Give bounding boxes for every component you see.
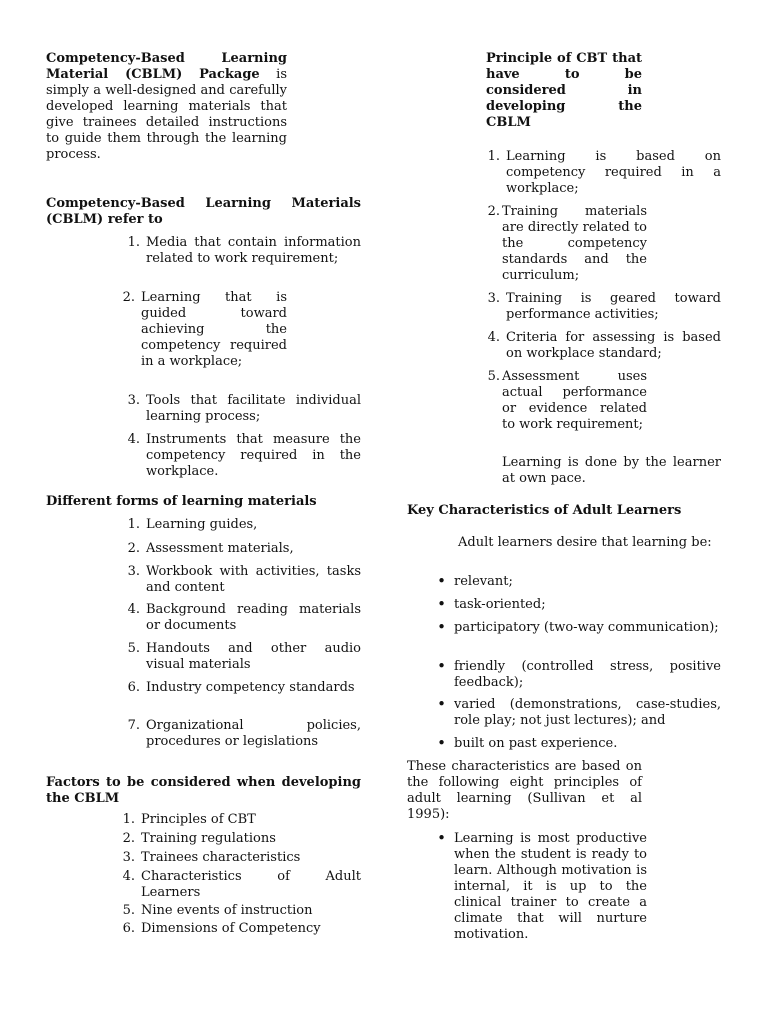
list-item: • friendly (controlled stress, positive feedback); bbox=[454, 659, 721, 691]
list-item: 5. Handouts and other audio visual materials bbox=[127, 641, 361, 672]
adult-principles-intro: These characteristics are based on the following eight principles of adult learning (Sullivan et al 1995): bbox=[407, 759, 642, 822]
list-number: 2. bbox=[122, 290, 135, 305]
list-number: 3. bbox=[127, 393, 140, 408]
list-item: 2. Training regulations bbox=[122, 831, 276, 846]
list-item: 4. Characteristics of Adult Learners bbox=[122, 869, 361, 900]
list-number: 4. bbox=[127, 432, 140, 447]
list-item: • relevant; bbox=[454, 574, 721, 590]
list-item: 3. Workbook with activities, tasks and content bbox=[127, 564, 361, 595]
list-item: 5. Nine events of instruction bbox=[122, 903, 313, 918]
bullet-icon: • bbox=[437, 572, 446, 590]
cblm-package-term: Competency-Based Learning Material (CBLM) Package bbox=[46, 51, 287, 82]
list-item: • built on past experience. bbox=[454, 736, 721, 752]
forms-heading: Different forms of learning materials bbox=[46, 494, 317, 509]
list-number: 1. bbox=[127, 235, 140, 250]
bullet-icon: • bbox=[437, 695, 446, 713]
bullet-icon: • bbox=[437, 734, 446, 752]
list-item: 4. Background reading materials or documents bbox=[127, 602, 361, 633]
list-item: 5. Assessment uses actual performance or evidence related to work requirement; bbox=[487, 369, 647, 432]
list-item: 2. Training materials are directly related to the competency standards and the curriculum; bbox=[487, 204, 647, 283]
bullet-icon: • bbox=[437, 618, 446, 636]
cbt-principles-heading: Principle of CBT that have to be considered in developing the CBLM bbox=[486, 51, 642, 130]
bullet-icon: • bbox=[437, 829, 446, 847]
list-item: 6. Dimensions of Competency bbox=[122, 921, 321, 936]
list-item: 1. Learning is based on competency required in a workplace; bbox=[487, 149, 721, 196]
list-item: 1. Learning guides, bbox=[127, 517, 258, 532]
self-paced-note: Learning is done by the learner at own pace. bbox=[502, 455, 721, 486]
list-item: 2. Assessment materials, bbox=[127, 541, 294, 556]
cblm-package-definition bbox=[46, 51, 287, 163]
list-item: • participatory (two-way communication); bbox=[454, 620, 721, 636]
factors-heading: Factors to be considered when developing the CBLM bbox=[46, 775, 361, 806]
adult-learners-heading: Key Characteristics of Adult Learners bbox=[407, 503, 682, 518]
list-item: 1. Principles of CBT bbox=[122, 812, 256, 827]
list-item: 1. Media that contain information related to work requirement; bbox=[146, 235, 361, 267]
list-item: 3. Tools that facilitate individual learning process; bbox=[146, 393, 361, 425]
list-item: 4. Criteria for assessing is based on workplace standard; bbox=[487, 330, 721, 361]
adult-principle-item: • Learning is most productive when the student is ready to learn. Although motivation is internal, it is up to the clinical trainer to create a climate that will nurture motivation. bbox=[454, 831, 647, 943]
list-item: 2. Learning that is guided toward achieving the competency required in a workplace; bbox=[141, 290, 287, 370]
list-item: 6. Industry competency standards bbox=[127, 680, 355, 695]
list-item: • varied (demonstrations, case-studies, role play; not just lectures); and bbox=[454, 697, 721, 729]
list-item: 3. Training is geared toward performance activities; bbox=[487, 291, 721, 322]
cblm-refer-heading: Competency-Based Learning Materials (CBLM) refer to bbox=[46, 196, 361, 227]
list-item: • task-oriented; bbox=[454, 597, 721, 613]
bullet-icon: • bbox=[437, 657, 446, 675]
bullet-icon: • bbox=[437, 595, 446, 613]
adult-learners-lead: Adult learners desire that learning be: bbox=[458, 535, 712, 550]
list-item: 7. Organizational policies, procedures or legislations bbox=[127, 718, 361, 749]
list-item: 4. Instruments that measure the competency required in the workplace. bbox=[146, 432, 361, 480]
list-item: 3. Trainees characteristics bbox=[122, 850, 301, 865]
cblm-package-text: is simply a well-designed and carefully developed learning materials that give trainees detailed instructions to guide them through the learning process. bbox=[46, 67, 288, 162]
